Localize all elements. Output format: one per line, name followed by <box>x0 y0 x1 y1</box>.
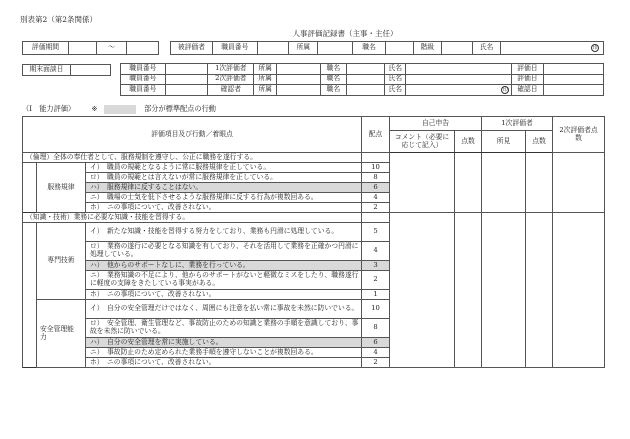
staff-number-field[interactable] <box>257 42 289 55</box>
self-comment-field[interactable] <box>390 153 455 213</box>
second-score-field[interactable] <box>553 153 605 213</box>
grade-field[interactable] <box>441 42 473 55</box>
department-label: 所属 <box>289 42 318 55</box>
evaluators-table <box>120 63 604 96</box>
evaluation-period-label: 評価期間 <box>23 42 69 55</box>
first-score-field[interactable] <box>526 213 553 368</box>
department-field[interactable] <box>277 64 321 75</box>
column-header-points: 配点 <box>362 117 390 153</box>
position-label: 職名 <box>320 85 346 96</box>
column-header-first-score: 点数 <box>526 131 553 153</box>
name-field[interactable] <box>406 74 500 85</box>
grade-label: 階級 <box>414 42 442 55</box>
first-opinion-field[interactable] <box>482 213 526 368</box>
position-label: 職名 <box>320 64 346 75</box>
staff-number-label: 職員番号 <box>121 85 166 96</box>
evaluator-row-1st <box>121 64 604 75</box>
department-label: 所属 <box>254 85 277 96</box>
period-tilde: ～ <box>97 42 127 55</box>
column-header-first-opinion: 所見 <box>482 131 526 153</box>
staff-number-field[interactable] <box>165 85 208 96</box>
role-label: 2次評価者 <box>208 74 254 85</box>
seal-icon: 印 <box>499 85 511 96</box>
note-mark: ※ <box>91 104 98 113</box>
interview-date-field[interactable] <box>71 65 111 76</box>
role-label: 1次評価者 <box>208 64 254 75</box>
department-label: 所属 <box>254 64 277 75</box>
position-field[interactable] <box>386 42 414 55</box>
competency-evaluation-table <box>22 116 605 368</box>
position-field[interactable] <box>346 74 385 85</box>
evaluatee-table <box>170 41 604 55</box>
behavior-text: イ） 自分の安全管理だけではなく、周囲にも注意を払い常に事故を未然に防いでいる。 <box>86 300 362 319</box>
behavior-points: 2 <box>362 358 390 368</box>
staff-number-label: 職員番号 <box>212 42 257 55</box>
behavior-text: ロ） 安全管理、衛生管理など、事故防止のための知識と業務の手順を意識しており、事故を未然に防いでいる。 <box>86 319 362 338</box>
standard-note-text: 部分が標準配点の行動 <box>144 104 216 113</box>
period-to-field[interactable] <box>127 42 159 55</box>
column-header-self-score: 点数 <box>455 131 482 153</box>
department-field[interactable] <box>277 74 321 85</box>
behavior-text: イ） 職員の規範となるように常に服務規律を正している。 <box>86 163 362 173</box>
name-field[interactable] <box>406 64 500 75</box>
column-header-first: 1次評価者 <box>482 117 553 131</box>
behavior-text: ホ） ニの事項について、改善されない。 <box>86 290 362 300</box>
behavior-points: 6 <box>362 183 390 193</box>
seal-slot <box>499 74 511 85</box>
section-title: （Ⅰ 能力評価） <box>22 104 76 113</box>
behavior-text: ロ） 業務の遂行に必要となる知識を有しており、それを活用して業務を正確かつ円滑に処理している。 <box>86 242 362 261</box>
name-field[interactable] <box>406 85 500 96</box>
second-score-field[interactable] <box>553 213 605 368</box>
section-heading <box>22 104 216 114</box>
behavior-text: ホ） ニの事項について、改善されない。 <box>86 203 362 213</box>
evaluatee-label: 被評価者 <box>171 42 213 55</box>
name-label: 氏名 <box>385 74 406 85</box>
self-comment-field[interactable] <box>390 213 455 368</box>
self-score-field[interactable] <box>455 213 482 368</box>
department-field[interactable] <box>277 85 321 96</box>
period-from-field[interactable] <box>69 42 97 55</box>
group-heading-knowledge: （知識・技術）業務に必要な知識・技能を習得する。 <box>23 213 362 223</box>
behavior-text: ニ） 業務知識の不足により、他からのサポートがないと軽微なミスをしたり、職務遂行に軽度の支障をきたしている事実がある。 <box>86 271 362 290</box>
behavior-points: 2 <box>362 203 390 213</box>
item-name: 専門技術 <box>37 223 86 300</box>
behavior-points: 4 <box>362 348 390 358</box>
name-field[interactable] <box>500 42 603 55</box>
behavior-points: 3 <box>362 261 390 271</box>
behavior-text: ホ） ニの事項について、改善されない。 <box>86 358 362 368</box>
name-label: 氏名 <box>473 42 501 55</box>
standard-shade-swatch <box>104 105 136 114</box>
column-header-self: 自己申告 <box>390 117 482 131</box>
behavior-points: 6 <box>362 338 390 348</box>
behavior-text: ハ） 他からのサポートなしに、業務を行っている。 <box>86 261 362 271</box>
behavior-points: 8 <box>362 319 390 338</box>
evaluator-row-2nd <box>121 74 604 85</box>
interview-date-label: 期末面談日 <box>23 65 71 76</box>
behavior-points: 5 <box>362 223 390 242</box>
confirmation-date-label: 確認日 <box>512 85 543 96</box>
behavior-text: ニ） 職場の士気を低下させるような服務規律に反する行為が複数回ある。 <box>86 193 362 203</box>
staff-number-label: 職員番号 <box>121 74 166 85</box>
staff-number-field[interactable] <box>165 74 208 85</box>
behavior-points: 2 <box>362 271 390 290</box>
behavior-points: 4 <box>362 242 390 261</box>
behavior-points: 8 <box>362 173 390 183</box>
staff-number-label: 職員番号 <box>121 64 166 75</box>
behavior-points: 4 <box>362 193 390 203</box>
column-header-second: 2次評価者点数 <box>553 117 605 153</box>
name-label: 氏名 <box>385 64 406 75</box>
behavior-points: 1 <box>362 290 390 300</box>
position-label: 職名 <box>352 42 386 55</box>
column-header-item: 評価項目及び行動／着眼点 <box>23 117 362 153</box>
evaluation-date-label: 評価日 <box>512 74 543 85</box>
behavior-text: ハ） 服務規律に反することはない。 <box>86 183 362 193</box>
confirmation-date-field[interactable] <box>543 85 603 96</box>
self-score-field[interactable] <box>455 153 482 213</box>
first-opinion-field[interactable] <box>482 153 526 213</box>
position-field[interactable] <box>346 85 385 96</box>
seal-icon: 印 <box>592 45 598 51</box>
behavior-text: ロ） 職員の規範とは言えないが常に服務規律を正している。 <box>86 173 362 183</box>
evaluation-date-label: 評価日 <box>512 64 543 75</box>
group-heading-row <box>23 153 605 163</box>
form-title: 人事評価記録書（主事・主任） <box>292 29 398 38</box>
evaluation-period-table <box>22 41 159 55</box>
name-label: 氏名 <box>385 85 406 96</box>
seal-slot <box>499 64 511 75</box>
first-score-field[interactable] <box>526 153 553 213</box>
role-label: 確認者 <box>208 85 254 96</box>
group-heading-ethics: （倫理）全体の奉仕者として、服務規制を遵守し、公正に職務を遂行する。 <box>23 153 362 163</box>
department-label: 所属 <box>254 74 277 85</box>
evaluator-row-confirmer <box>121 85 604 96</box>
behavior-text: イ） 新たな知識・技能を習得する努力をしており、業務も円滑に処理している。 <box>86 223 362 242</box>
position-label: 職名 <box>320 74 346 85</box>
position-field[interactable] <box>346 64 385 75</box>
behavior-points: 10 <box>362 300 390 319</box>
evaluation-date-field[interactable] <box>543 74 603 85</box>
behavior-points: 10 <box>362 163 390 173</box>
behavior-text: ハ） 自分の安全管理を常に実施している。 <box>86 338 362 348</box>
form-reference-note: 別表第2（第2条関係） <box>20 15 98 24</box>
column-header-self-comment: コメント（必要に応じて記入） <box>390 131 455 153</box>
staff-number-field[interactable] <box>165 64 208 75</box>
item-name: 安全管理能力 <box>37 300 86 368</box>
department-field[interactable] <box>318 42 353 55</box>
item-name: 服務規律 <box>37 163 86 213</box>
group-heading-row <box>23 213 605 223</box>
evaluation-date-field[interactable] <box>543 64 603 75</box>
behavior-text: ニ） 事故防止のため定められた業務手順を遵守しないことが複数回ある。 <box>86 348 362 358</box>
interview-date-table <box>22 64 111 76</box>
